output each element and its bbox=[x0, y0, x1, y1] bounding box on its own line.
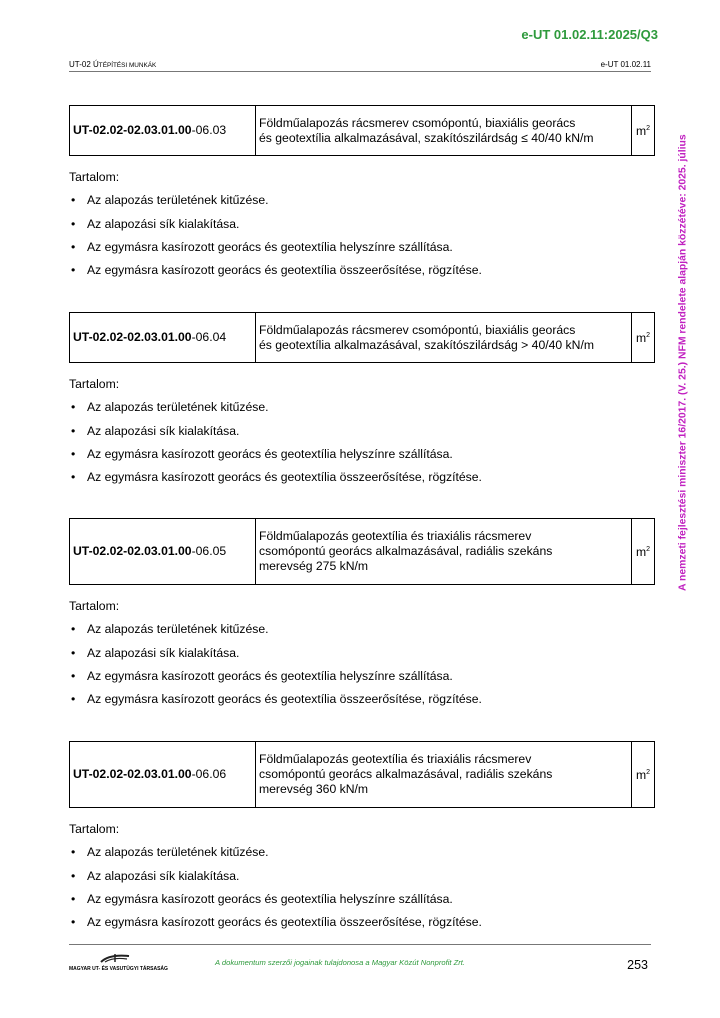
item-code-bold: UT-02.02-02.03.01.00 bbox=[73, 123, 192, 137]
item-description-cell bbox=[256, 742, 632, 808]
list-item bbox=[69, 915, 655, 930]
society-logo bbox=[69, 953, 168, 975]
item-code-cell bbox=[70, 106, 256, 156]
item-table bbox=[69, 518, 655, 585]
running-header-left bbox=[69, 60, 156, 69]
description-line: csomópontú georács alkalmazásával, radiális szekáns bbox=[259, 767, 553, 781]
document-code: e-UT 01.02.11:2025/Q3 bbox=[521, 27, 658, 42]
item-code-suffix: -06.03 bbox=[191, 123, 227, 137]
list-item-text: Az alapozási sík kialakítása. bbox=[87, 423, 240, 438]
list-item bbox=[69, 692, 655, 707]
page-footer bbox=[69, 944, 651, 977]
unit-text: m bbox=[635, 331, 647, 346]
item-code-suffix: -06.04 bbox=[191, 330, 227, 344]
list-item bbox=[69, 240, 655, 255]
list-item-text: Az egymásra kasírozott georács és geotextília helyszínre szállítása. bbox=[87, 891, 453, 906]
list-item bbox=[69, 892, 655, 907]
bullet-icon: • bbox=[71, 446, 76, 461]
list-item bbox=[69, 424, 655, 439]
description-line: Földműalapozás geotextília és triaxiális rácsmerev bbox=[259, 752, 532, 766]
list-item bbox=[69, 845, 655, 860]
list-item-text: Az alapozási sík kialakítása. bbox=[87, 216, 240, 231]
list-item-text: Az alapozási sík kialakítása. bbox=[87, 868, 240, 883]
list-item bbox=[69, 646, 655, 661]
bullet-icon: • bbox=[71, 692, 76, 707]
bullet-icon: • bbox=[71, 193, 76, 208]
bullet-icon: • bbox=[71, 239, 76, 254]
unit-text: m bbox=[635, 545, 647, 560]
content-label: Tartalom: bbox=[69, 170, 120, 184]
unit-superscript: 2 bbox=[646, 769, 651, 777]
content-label: Tartalom: bbox=[69, 822, 120, 836]
item-section bbox=[69, 741, 655, 930]
list-item-text: Az egymásra kasírozott georács és geotextília helyszínre szállítása. bbox=[87, 668, 453, 683]
item-code-suffix: -06.05 bbox=[191, 544, 227, 558]
page-number: 253 bbox=[627, 958, 648, 972]
unit-cell bbox=[632, 519, 655, 585]
description-line: és geotextília alkalmazásával, szakítószilárdság ≤ 40/40 kN/m bbox=[259, 130, 594, 145]
description-line: merevség 360 kN/m bbox=[259, 782, 369, 796]
bullet-icon: • bbox=[71, 668, 76, 683]
list-item bbox=[69, 869, 655, 884]
content-list bbox=[69, 193, 655, 278]
list-item bbox=[69, 193, 655, 208]
header-smallcaps: TÉPÍTÉSI MUNKÁK bbox=[98, 62, 157, 69]
bullet-icon: • bbox=[71, 845, 76, 860]
content-label: Tartalom: bbox=[69, 377, 120, 391]
list-item-text: Az alapozás területének kitűzése. bbox=[87, 193, 269, 208]
item-code-cell bbox=[70, 313, 256, 363]
unit-text: m bbox=[635, 768, 647, 783]
running-header-right: e-UT 01.02.11 bbox=[600, 60, 651, 69]
description-line: Földműalapozás rácsmerev csomópontú, biaxiális georács bbox=[259, 115, 576, 130]
item-table bbox=[69, 105, 655, 156]
logo-text: MAGYAR UT- ÉS VASUTÜGYI TÁRSASÁG bbox=[69, 966, 168, 972]
bullet-icon: • bbox=[71, 915, 76, 930]
unit-cell bbox=[632, 313, 655, 363]
bullet-icon: • bbox=[71, 423, 76, 438]
bullet-icon: • bbox=[71, 891, 76, 906]
header-prefix: UT-02 Ú bbox=[69, 60, 99, 69]
description-line: csomópontú georács alkalmazásával, radiális szekáns bbox=[259, 544, 553, 558]
item-section bbox=[69, 105, 655, 278]
unit-text: m bbox=[635, 124, 647, 139]
running-header bbox=[69, 60, 651, 72]
content-label: Tartalom: bbox=[69, 599, 120, 613]
item-table bbox=[69, 312, 655, 363]
list-item bbox=[69, 669, 655, 684]
item-code-bold: UT-02.02-02.03.01.00 bbox=[73, 544, 192, 558]
list-item-text: Az egymásra kasírozott georács és geotextília összeerősítése, rögzítése. bbox=[87, 692, 482, 707]
unit-superscript: 2 bbox=[646, 546, 651, 554]
item-description-cell bbox=[256, 313, 632, 363]
copyright-note: A dokumentum szerzői jogainak tulajdonosa a Magyar Közút Nonprofit Zrt. bbox=[215, 958, 466, 967]
list-item bbox=[69, 400, 655, 415]
content-list bbox=[69, 845, 655, 930]
unit-cell bbox=[632, 742, 655, 808]
unit-cell bbox=[632, 106, 655, 156]
description-line: merevség 275 kN/m bbox=[259, 559, 369, 573]
list-item bbox=[69, 470, 655, 485]
item-code-cell bbox=[70, 742, 256, 808]
list-item-text: Az egymásra kasírozott georács és geotextília összeerősítése, rögzítése. bbox=[87, 470, 482, 485]
description-line: és geotextília alkalmazásával, szakítószilárdság > 40/40 kN/m bbox=[259, 337, 594, 352]
list-item bbox=[69, 447, 655, 462]
bullet-icon: • bbox=[71, 868, 76, 883]
bullet-icon: • bbox=[71, 263, 76, 278]
unit-superscript: 2 bbox=[646, 125, 651, 133]
list-item-text: Az egymásra kasírozott georács és geotextília összeerősítése, rögzítése. bbox=[87, 263, 482, 278]
item-code-bold: UT-02.02-02.03.01.00 bbox=[73, 767, 192, 781]
description-line: Földműalapozás geotextília és triaxiális rácsmerev bbox=[259, 529, 532, 543]
bullet-icon: • bbox=[71, 645, 76, 660]
logo-mark-icon bbox=[99, 953, 131, 963]
item-code-cell bbox=[70, 519, 256, 585]
content-list bbox=[69, 400, 655, 485]
side-publication-note: A nemzeti fejlesztési miniszter 16/2017. (V. 25.) NFM rendelete alapján közzétéve: 2025. július bbox=[677, 134, 689, 591]
list-item-text: Az alapozás területének kitűzése. bbox=[87, 845, 269, 860]
content-list bbox=[69, 622, 655, 707]
item-description-cell bbox=[256, 106, 632, 156]
list-item bbox=[69, 263, 655, 278]
bullet-icon: • bbox=[71, 400, 76, 415]
item-code-suffix: -06.06 bbox=[191, 767, 227, 781]
item-section bbox=[69, 518, 655, 707]
item-code-bold: UT-02.02-02.03.01.00 bbox=[73, 330, 192, 344]
list-item-text: Az alapozás területének kitűzése. bbox=[87, 622, 269, 637]
list-item-text: Az egymásra kasírozott georács és geotextília helyszínre szállítása. bbox=[87, 446, 453, 461]
list-item bbox=[69, 217, 655, 232]
list-item bbox=[69, 622, 655, 637]
bullet-icon: • bbox=[71, 216, 76, 231]
description-line: Földműalapozás rácsmerev csomópontú, biaxiális georács bbox=[259, 322, 576, 337]
item-table bbox=[69, 741, 655, 808]
unit-superscript: 2 bbox=[646, 332, 651, 340]
item-description-cell bbox=[256, 519, 632, 585]
list-item-text: Az egymásra kasírozott georács és geotextília helyszínre szállítása. bbox=[87, 239, 453, 254]
list-item-text: Az egymásra kasírozott georács és geotextília összeerősítése, rögzítése. bbox=[87, 915, 482, 930]
list-item-text: Az alapozás területének kitűzése. bbox=[87, 400, 269, 415]
list-item-text: Az alapozási sík kialakítása. bbox=[87, 645, 240, 660]
bullet-icon: • bbox=[71, 470, 76, 485]
item-section bbox=[69, 312, 655, 485]
bullet-icon: • bbox=[71, 622, 76, 637]
